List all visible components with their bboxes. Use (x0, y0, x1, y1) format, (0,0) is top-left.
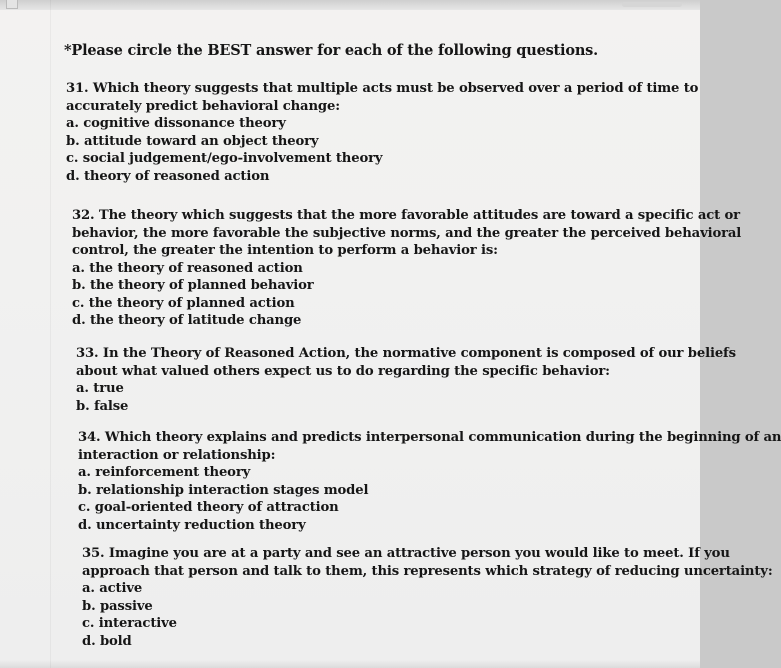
question-35 (82, 545, 773, 650)
answer-options (76, 380, 736, 415)
page-bottom-shadow (0, 660, 700, 668)
question-stem (66, 80, 698, 115)
question-stem (82, 545, 773, 580)
question-stem (78, 429, 781, 464)
question-stem-line: 35. Imagine you are at a party and see an attractive person you would like to meet. If you (82, 546, 730, 561)
answer-option-c[interactable]: c. the theory of planned action (72, 295, 295, 311)
question-stem-line: accurately predict behavioral change: (66, 98, 340, 114)
answer-options (78, 464, 781, 534)
question-stem-line: 32. The theory which suggests that the more favorable attitudes are toward a specific act or (72, 208, 740, 223)
answer-option-b[interactable]: b. passive (82, 598, 153, 614)
answer-options (66, 115, 698, 185)
page-corner-mark (6, 0, 18, 9)
question-stem-line: 31. Which theory suggests that multiple acts must be observed over a period of time to (66, 81, 699, 96)
question-stem-line: approach that person and talk to them, this represents which strategy of reducing uncertainty: (82, 563, 773, 579)
answer-option-a[interactable]: a. cognitive dissonance theory (66, 116, 286, 131)
answer-option-d[interactable]: d. theory of reasoned action (66, 168, 270, 184)
question-stem (72, 207, 741, 260)
question-33 (76, 345, 736, 415)
question-34 (78, 429, 781, 534)
question-stem-line: 33. In the Theory of Reasoned Action, the normative component is composed of our beliefs (76, 346, 736, 361)
answer-options (72, 260, 741, 330)
question-stem-line: control, the greater the intention to perform a behavior is: (72, 243, 498, 258)
question-stem (76, 345, 736, 380)
question-stem-line: interaction or relationship: (78, 447, 276, 463)
answer-option-a[interactable]: a. the theory of reasoned action (72, 260, 303, 276)
question-stem-line: behavior, the more favorable the subjective norms, and the greater the perceived behavioral (72, 225, 742, 241)
question-32 (72, 207, 741, 330)
answer-option-b[interactable]: b. false (76, 398, 129, 414)
answer-options (82, 580, 773, 650)
answer-option-c[interactable]: c. goal-oriented theory of attraction (78, 500, 339, 515)
answer-option-c[interactable]: c. social judgement/ego-involvement theory (66, 151, 383, 166)
answer-option-a[interactable]: a. true (76, 381, 124, 396)
answer-option-a[interactable]: a. active (82, 581, 143, 596)
question-stem-line: about what valued others expect us to do regarding the specific behavior: (76, 363, 610, 379)
answer-option-c[interactable]: c. interactive (82, 616, 177, 631)
answer-option-d[interactable]: d. bold (82, 633, 132, 649)
answer-option-a[interactable]: a. reinforcement theory (78, 465, 251, 480)
page-shadow-line (50, 0, 51, 668)
answer-option-d[interactable]: d. the theory of latitude change (72, 313, 302, 328)
worksheet-instruction: *Please circle the BEST answer for each of the following questions. (64, 42, 598, 59)
answer-option-d[interactable]: d. uncertainty reduction theory (78, 517, 306, 533)
answer-option-b[interactable]: b. the theory of planned behavior (72, 278, 314, 293)
answer-option-b[interactable]: b. attitude toward an object theory (66, 133, 319, 149)
question-stem-line: 34. Which theory explains and predicts interpersonal communication during the beginning of an (78, 430, 781, 445)
page-top-edge (0, 0, 700, 10)
question-31 (66, 80, 698, 185)
answer-option-b[interactable]: b. relationship interaction stages model (78, 482, 369, 498)
page-edge-mark (622, 2, 682, 7)
